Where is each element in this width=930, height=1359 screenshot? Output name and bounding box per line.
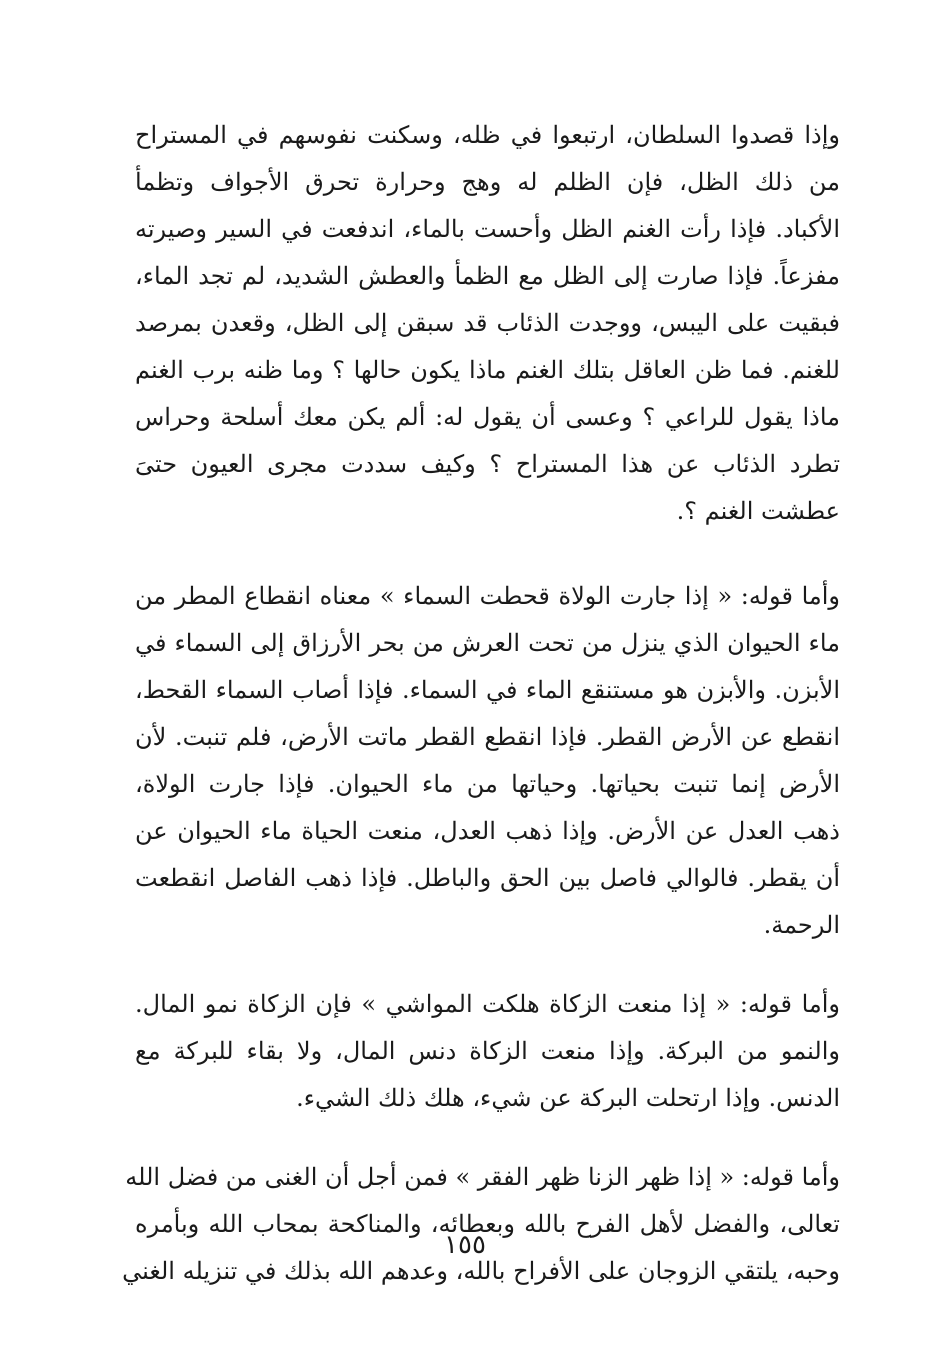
paragraph-1 (135, 112, 840, 535)
paragraph-3 (135, 981, 840, 1122)
text-line: وأما قوله: « إذا جارت الولاة قحطت السماء » معناه انقطاع المطر من (135, 582, 840, 610)
text-line: انقطع عن الأرض القطر. فإذا انقطع القطر ماتت الأرض، فلم تنبت. لأن (135, 723, 840, 751)
text-line: وأما قوله: « إذا منعت الزكاة هلكت المواشي » فإن الزكاة نمو المال. (135, 990, 840, 1018)
page-number: ١٥٥ (444, 1230, 486, 1260)
text-line: عطشت الغنم ؟. (676, 497, 840, 525)
paragraph-spacer (135, 1122, 840, 1154)
paragraph-spacer (135, 535, 840, 573)
paragraph-2 (135, 573, 840, 949)
text-line: مفزعاً. فإذا صارت إلى الظل مع الظمأ والعطش الشديد، لم تجد الماء، (135, 262, 840, 290)
paragraph-spacer (135, 949, 840, 981)
text-line: الأرض إنما تنبت بحياتها. وحياتها من ماء الحيوان. فإذا جارت الولاة، (135, 770, 840, 798)
text-line: وأما قوله: « إذا ظهر الزنا ظهر الفقر » فمن أجل أن الغنى من فضل الله (125, 1163, 840, 1191)
text-line: الدنس. وإذا ارتحلت البركة عن شيء، هلك ذلك الشيء. (296, 1084, 840, 1112)
text-line: الأكباد. فإذا رأت الغنم الظل وأحست بالماء، اندفعت في السير وصيرته (135, 215, 840, 243)
text-line: الرحمة. (763, 911, 840, 939)
paragraph-4 (122, 1154, 840, 1295)
text-line: من ذلك الظل، فإن الظلم له وهج وحرارة تحرق الأجواف وتظمأ (135, 168, 840, 196)
text-line: للغنم. فما ظن العاقل بتلك الغنم ماذا يكون حالها ؟ وما ظنه برب الغنم (135, 356, 840, 384)
text-line: تطرد الذئاب عن هذا المستراح ؟ وكيف سددت مجرى العيون حتىَ (135, 450, 840, 478)
text-line: ماء الحيوان الذي ينزل من تحت العرش من بحر الأرزاق إلى السماء في (135, 629, 840, 657)
text-line: وإذا قصدوا السلطان، ارتبعوا في ظله، وسكنت نفوسهم في المستراح (135, 121, 840, 149)
text-line: تعالى، والفضل لأهل الفرح بالله وبعطائه، والمناكحة بمحاب الله وبأمره (135, 1210, 840, 1238)
text-line: ماذا يقول للراعي ؟ وعسى أن يقول له: ألم يكن معك أسلحة وحراس (135, 403, 840, 431)
text-line: أن يقطر. فالوالي فاصل بين الحق والباطل. فإذا ذهب الفاصل انقطعت (135, 864, 840, 892)
text-line: الأبزن. والأبزن هو مستنقع الماء في السماء. فإذا أصاب السماء القحط، (135, 676, 840, 704)
text-line: والنمو من البركة. وإذا منعت الزكاة دنس المال، ولا بقاء للبركة مع (135, 1037, 840, 1065)
text-line: وحبه، يلتقي الزوجان على الأفراح بالله، وعدهم الله بذلك في تنزيله الغني (122, 1257, 840, 1285)
text-line: ذهب العدل عن الأرض. وإذا ذهب العدل، منعت الحياة ماء الحيوان عن (135, 817, 840, 845)
text-line: فبقيت على اليبس، ووجدت الذئاب قد سبقن إلى الظل، وقعدن بمرصد (135, 309, 840, 337)
page-body (122, 112, 840, 1295)
